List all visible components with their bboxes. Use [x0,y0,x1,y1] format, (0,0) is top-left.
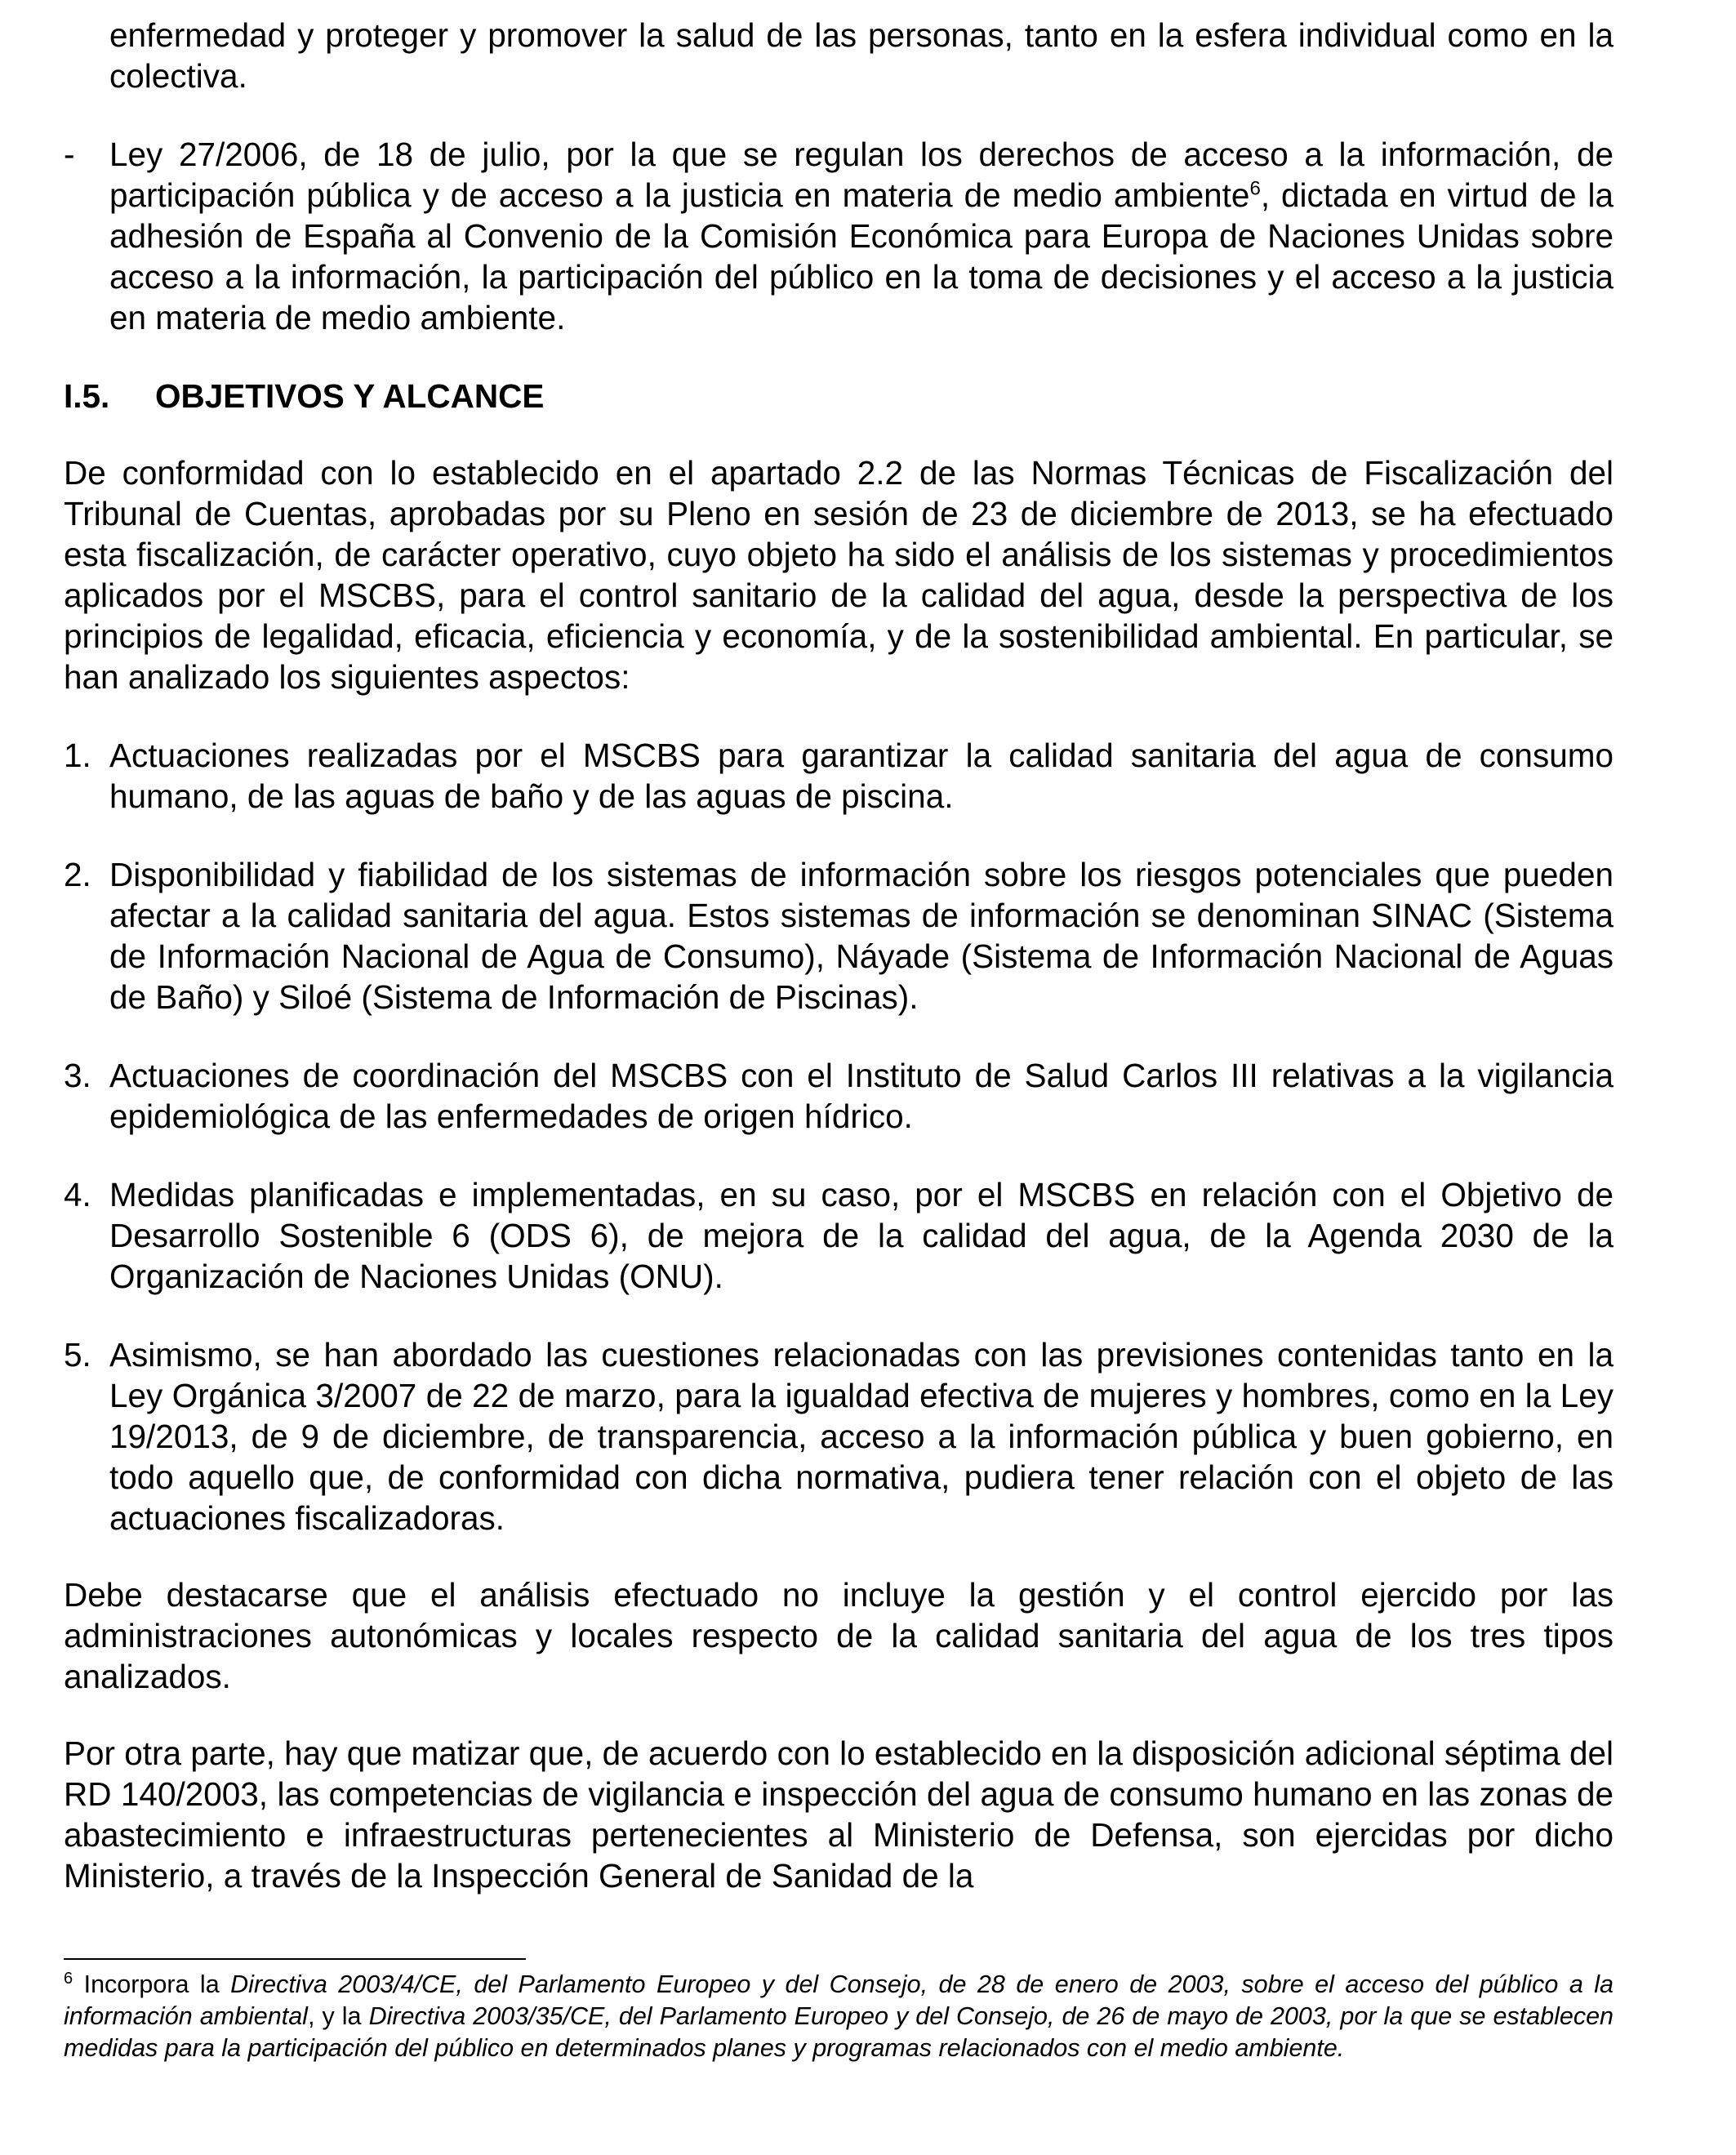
footnote-marker: 6 [64,1969,73,1988]
footnote [64,1969,1614,2064]
footnote-directive-2: Directiva 2003/35/CE, del Parlamento Europeo y del Consejo, de 26 de mayo de 2003, por la que se establecen medidas para la participación del público en determinados planes y programas relacionados con el medio ambiente. [64,2002,1614,2062]
law-list-item [64,134,1614,338]
law-text-after: , dictada en virtud de la adhesión de España al Convenio de la Comisión Económica para Europa de Naciones Unidas sobre acceso a la información, la participación del público en la toma de decisiones y el acceso a la justicia en materia de medio ambiente. [109,176,1614,336]
list-item-number: 2. [64,856,91,893]
footnote-separator [64,1958,526,1960]
footnote-lead: Incorpora la [73,1970,231,1998]
list-item-text: Actuaciones de coordinación del MSCBS con el Instituto de Salud Carlos III relativas a la vigilancia epidemiológica de las enfermedades de origen hídrico. [109,1057,1614,1135]
paragraph-defense-ministry: Por otra parte, hay que matizar que, de acuerdo con lo establecido en la disposición adicional séptima del RD 140/2003, las competencias de vigilancia e inspección del agua de consumo humano en las zonas de abastecimiento e infraestructuras pertenecientes al Ministerio de Defensa, son ejercidas por dicho Ministerio, a través de la Inspección General de Sanidad de la [64,1734,1614,1895]
section-title: OBJETIVOS Y ALCANCE [155,377,545,415]
paragraph-objectives: De conformidad con lo establecido en el apartado 2.2 de las Normas Técnicas de Fiscalización del Tribunal de Cuentas, aprobadas por su Pleno en sesión de 23 de diciembre de 2013, se ha efectuado esta fiscalización, de carácter operativo, cuyo objeto ha sido el análisis de los sistemas y procedimientos aplicados por el MSCBS, para el control sanitario de la calidad del agua, desde la perspectiva de los principios de legalidad, eficacia, eficiencia y economía, y de la sostenibilidad ambiental. En particular, se han analizado los siguientes aspectos: [64,454,1614,696]
intro-continuation: enfermedad y proteger y promover la salud de las personas, tanto en la esfera individual como en la colectiva. [109,16,1614,95]
list-item-text: Disponibilidad y fiabilidad de los sistemas de información sobre los riesgos potenciales que pueden afectar a la calidad sanitaria del agua. Estos sistemas de información se denominan SINAC (Sistema de Información Nacional de Agua de Consumo), Náyade (Sistema de Información Nacional de Aguas de Baño) y Siloé (Sistema de Información de Piscinas). [109,856,1614,1016]
list-item-number: 3. [64,1057,91,1094]
list-item-number: 5. [64,1336,91,1374]
section-heading [64,376,1614,416]
footnote-ref[interactable]: 6 [1249,177,1261,200]
section-number: I.5. [64,377,110,415]
list-item [64,1174,1614,1297]
list-item-number: 4. [64,1176,91,1213]
list-item [64,854,1614,1017]
list-item [64,1334,1614,1538]
list-item [64,1055,1614,1137]
paragraph-scope-exclusion: Debe destacarse que el análisis efectuado no incluye la gestión y el control ejercido por las administraciones autonómicas y locales respecto de la calidad sanitaria del agua de los tres tipos analizados. [64,1576,1614,1695]
footnote-middle: , y la [307,2002,369,2030]
list-item [64,735,1614,817]
footnote-directive-1: Directiva 2003/4/CE, del Parlamento Europeo y del Consejo, de 28 de enero de 2003, sobre el acceso del público a la información ambiental [64,1970,1614,2030]
list-item-text: Actuaciones realizadas por el MSCBS para garantizar la calidad sanitaria del agua de consumo humano, de las aguas de baño y de las aguas de piscina. [109,737,1614,815]
dash-bullet: - [64,136,75,173]
list-item-text: Medidas planificadas e implementadas, en su caso, por el MSCBS en relación con el Objetivo de Desarrollo Sostenible 6 (ODS 6), de mejora de la calidad del agua, de la Agenda 2030 de la Organización de Naciones Unidas (ONU). [109,1176,1614,1295]
list-item-number: 1. [64,737,91,774]
law-text-before: Ley 27/2006, de 18 de julio, por la que se regulan los derechos de acceso a la información, de participación pública y de acceso a la justicia en materia de medio ambiente [109,136,1614,214]
list-item-text: Asimismo, se han abordado las cuestiones relacionadas con las previsiones contenidas tanto en la Ley Orgánica 3/2007 de 22 de marzo, para la igualdad efectiva de mujeres y hombres, como en la Ley 19/2013, de 9 de diciembre, de transparencia, acceso a la información pública y buen gobierno, en todo aquello que, de conformidad con dicha normativa, pudiera tener relación con el objeto de las actuaciones fiscalizadoras. [109,1336,1614,1537]
document-page [64,15,1614,1896]
